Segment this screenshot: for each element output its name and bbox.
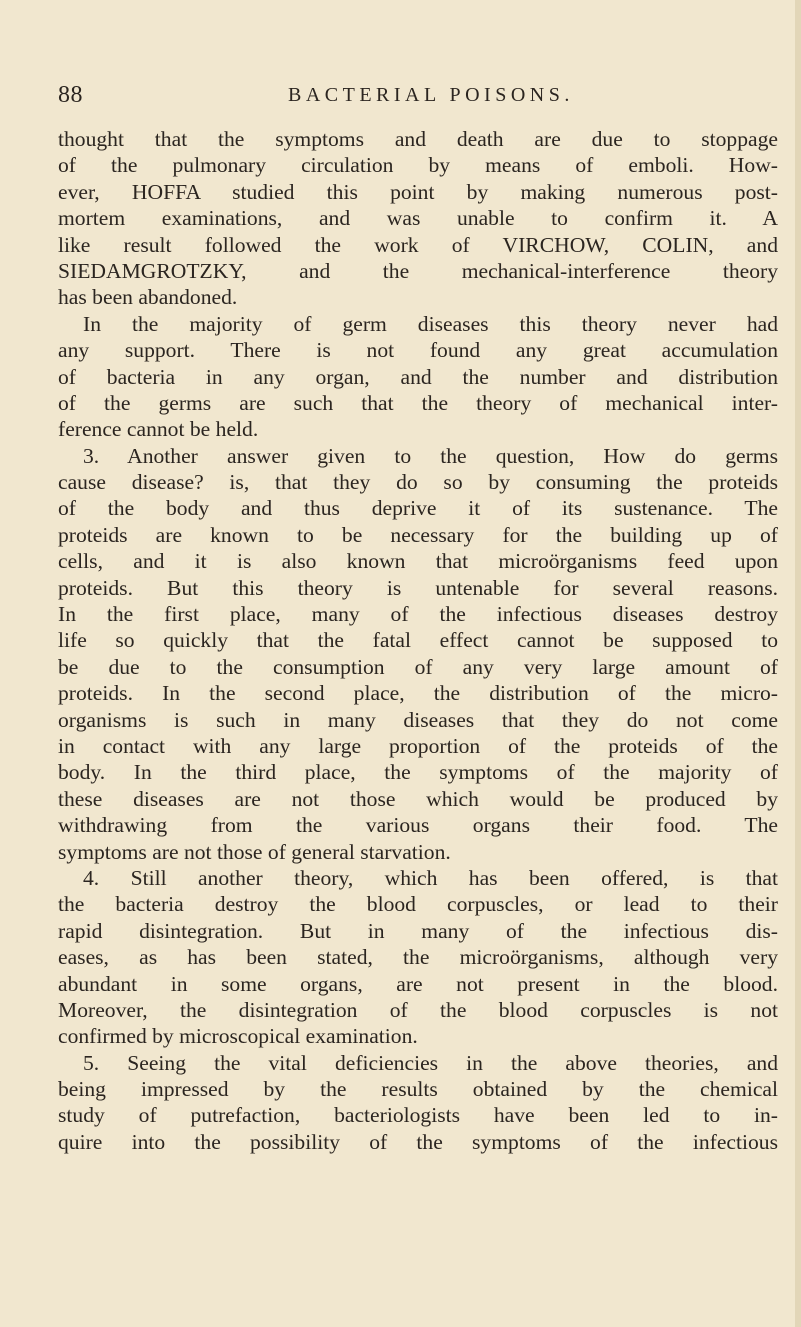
text-line: abundant in some organs, are not present in the blood.: [58, 971, 778, 996]
running-head: BACTERIAL POISONS.: [288, 84, 574, 106]
text-line: ference cannot be held.: [58, 417, 259, 442]
text-line: symptoms are not those of general starvation.: [58, 839, 451, 864]
text-line: SIEDAMGROTZKY, and the mechanical-interference theory: [58, 258, 778, 283]
text-line: 3. Another answer given to the question, How do germs: [83, 443, 778, 468]
text-line: eases, as has been stated, the microörganisms, although very: [58, 945, 778, 970]
text-line: withdrawing from the various organs their food. The: [58, 813, 778, 838]
text-line: study of putrefaction, bacteriologists have been led to in-: [58, 1103, 778, 1128]
text-line: mortem examinations, and was unable to confirm it. A: [58, 206, 778, 231]
page-header: [58, 82, 778, 114]
text-line: In the first place, many of the infectious diseases destroy: [58, 602, 778, 627]
text-line: these diseases are not those which would be produced by: [58, 786, 778, 811]
body-text: [58, 126, 778, 1155]
text-line: quire into the possibility of the symptoms of the infectious: [58, 1129, 778, 1154]
text-line: 5. Seeing the vital deficiencies in the above theories, and: [83, 1050, 778, 1075]
text-line: has been abandoned.: [58, 285, 238, 310]
text-line: proteids. But this theory is untenable for several reasons.: [58, 575, 778, 600]
text-line: of the body and thus deprive it of its sustenance. The: [58, 496, 778, 521]
text-line: be due to the consumption of any very large amount of: [58, 654, 778, 679]
page-number: 88: [58, 82, 83, 108]
text-line: organisms is such in many diseases that they do not come: [58, 707, 778, 732]
text-line: ever, HOFFA studied this point by making numerous post-: [58, 179, 778, 204]
text-line: proteids are known to be necessary for the building up of: [58, 522, 778, 547]
text-line: of the pulmonary circulation by means of emboli. How-: [58, 153, 778, 178]
text-line: 4. Still another theory, which has been offered, is that: [83, 865, 778, 890]
text-line: like result followed the work of VIRCHOW, COLIN, and: [58, 232, 778, 257]
text-line: cells, and it is also known that microörganisms feed upon: [58, 549, 778, 574]
text-line: being impressed by the results obtained by the chemical: [58, 1077, 778, 1102]
text-line: proteids. In the second place, the distribution of the micro-: [58, 681, 778, 706]
text-line: rapid disintegration. But in many of the infectious dis-: [58, 918, 778, 943]
text-line: life so quickly that the fatal effect cannot be supposed to: [58, 628, 778, 653]
text-line: of the germs are such that the theory of mechanical inter-: [58, 390, 778, 415]
page-edge: [795, 0, 801, 1327]
text-line: any support. There is not found any great accumulation: [58, 338, 778, 363]
text-line: of bacteria in any organ, and the number and distribution: [58, 364, 778, 389]
text-line: In the majority of germ diseases this theory never had: [83, 311, 778, 336]
text-line: body. In the third place, the symptoms of the majority of: [58, 760, 778, 785]
text-line: in contact with any large proportion of the proteids of the: [58, 733, 778, 758]
text-line: cause disease? is, that they do so by consuming the proteids: [58, 470, 778, 495]
text-line: Moreover, the disintegration of the blood corpuscles is not: [58, 997, 778, 1022]
text-line: confirmed by microscopical examination.: [58, 1024, 418, 1049]
text-line: thought that the symptoms and death are due to stoppage: [58, 127, 778, 151]
text-line: the bacteria destroy the blood corpuscles, or lead to their: [58, 892, 778, 917]
